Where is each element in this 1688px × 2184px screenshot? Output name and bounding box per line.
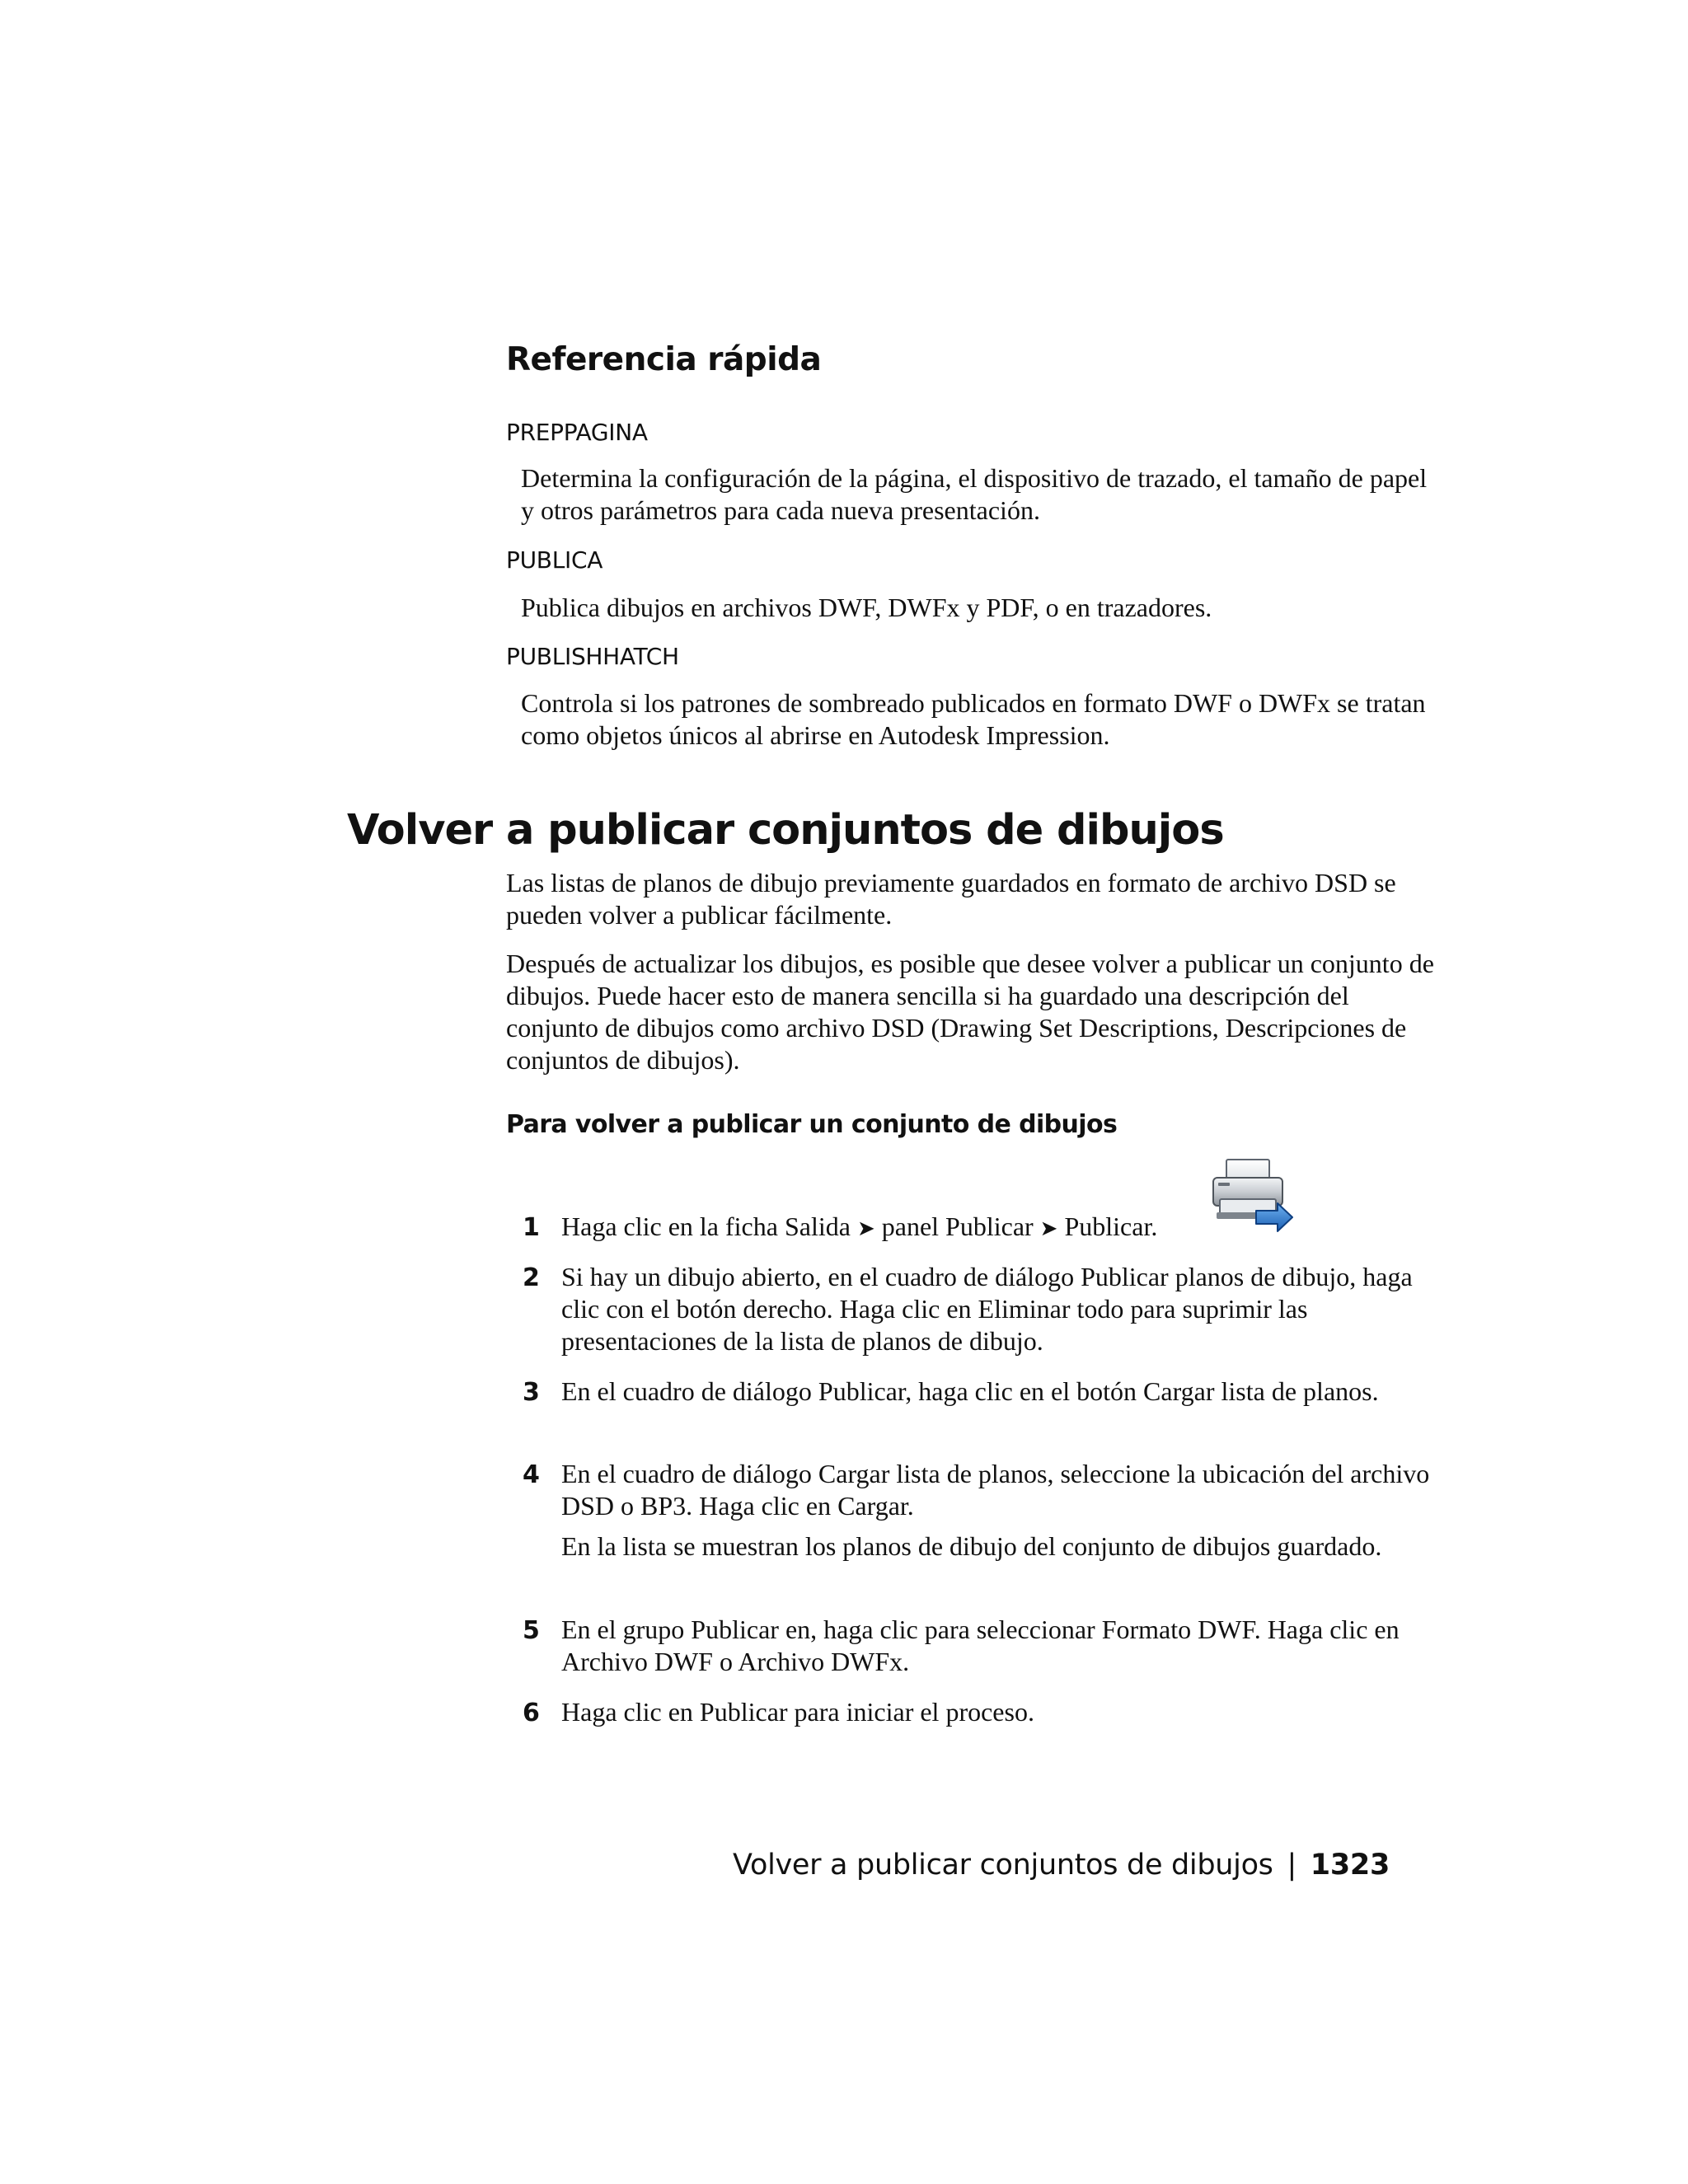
command-description-publica: Publica dibujos en archivos DWF, DWFx y PDF, o en trazadores. [521,593,1212,622]
step-1-part-command: Publicar. [1064,1212,1158,1241]
step-number: 2 [523,1263,540,1292]
step-1-part-panel: panel Publicar [881,1212,1034,1241]
step-1-part-tab: Haga clic en la ficha Salida [561,1212,851,1241]
page-number: 1323 [1310,1849,1390,1882]
command-name-preppagina: PREPPAGINA [506,419,648,446]
breadcrumb-arrow-icon: ➤ [856,1216,875,1241]
quick-reference-heading: Referencia rápida [506,341,822,378]
step-number: 6 [523,1699,540,1727]
command-description-publishhatch: Controla si los patrones de sombreado publicados en formato DWF o DWFx se tratan como objetos únicos al abrirse en Autodesk Impression. [521,688,1426,750]
command-description-preppagina: Determina la configuración de la página, el dispositivo de trazado, el tamaño de papel y otros parámetros para cada nueva presentación. [521,463,1428,525]
step-number: 1 [523,1213,540,1242]
step-text [561,1211,1435,1245]
footer-separator: | [1287,1849,1296,1882]
procedure-heading: Para volver a publicar un conjunto de dibujos [506,1110,1118,1139]
body-paragraph: Después de actualizar los dibujos, es posible que desee volver a publicar un conjunto de dibujos. Puede hacer esto de manera sencilla si ha guardado una descripción del conjunto de dibujos como archivo DSD (Drawing Set Descriptions, Descripciones de conjuntos de dibujos). [506,949,1434,1075]
step-note: En la lista se muestran los planos de dibujo del conjunto de dibujos guardado. [561,1531,1382,1561]
footer-title: Volver a publicar conjuntos de dibujos [733,1849,1273,1882]
section-title: Volver a publicar conjuntos de dibujos [347,806,1224,855]
step-text: En el cuadro de diálogo Publicar, haga clic en el botón Cargar lista de planos. [561,1376,1379,1406]
command-name-publishhatch: PUBLISHHATCH [506,643,679,670]
printer-publish-icon [1208,1158,1294,1234]
intro-paragraph: Las listas de planos de dibujo previamente guardados en formato de archivo DSD se pueden volver a publicar fácilmente. [506,868,1396,930]
step-text: Haga clic en Publicar para iniciar el proceso. [561,1697,1034,1727]
step-text: Si hay un dibujo abierto, en el cuadro de diálogo Publicar planos de dibujo, haga clic con el botón derecho. Haga clic en Eliminar todo para suprimir las presentaciones de la lista de planos de dibujo. [561,1262,1413,1356]
breadcrumb-arrow-icon: ➤ [1039,1216,1058,1241]
step-text: En el cuadro de diálogo Cargar lista de planos, seleccione la ubicación del archivo DSD o BP3. Haga clic en Cargar. [561,1459,1430,1521]
page-footer [733,1849,1390,1882]
step-number: 4 [523,1460,540,1489]
step-text: En el grupo Publicar en, haga clic para seleccionar Formato DWF. Haga clic en Archivo DWF o Archivo DWFx. [561,1615,1400,1676]
step-number: 3 [523,1378,540,1407]
step-number: 5 [523,1616,540,1645]
command-name-publica: PUBLICA [506,546,603,574]
